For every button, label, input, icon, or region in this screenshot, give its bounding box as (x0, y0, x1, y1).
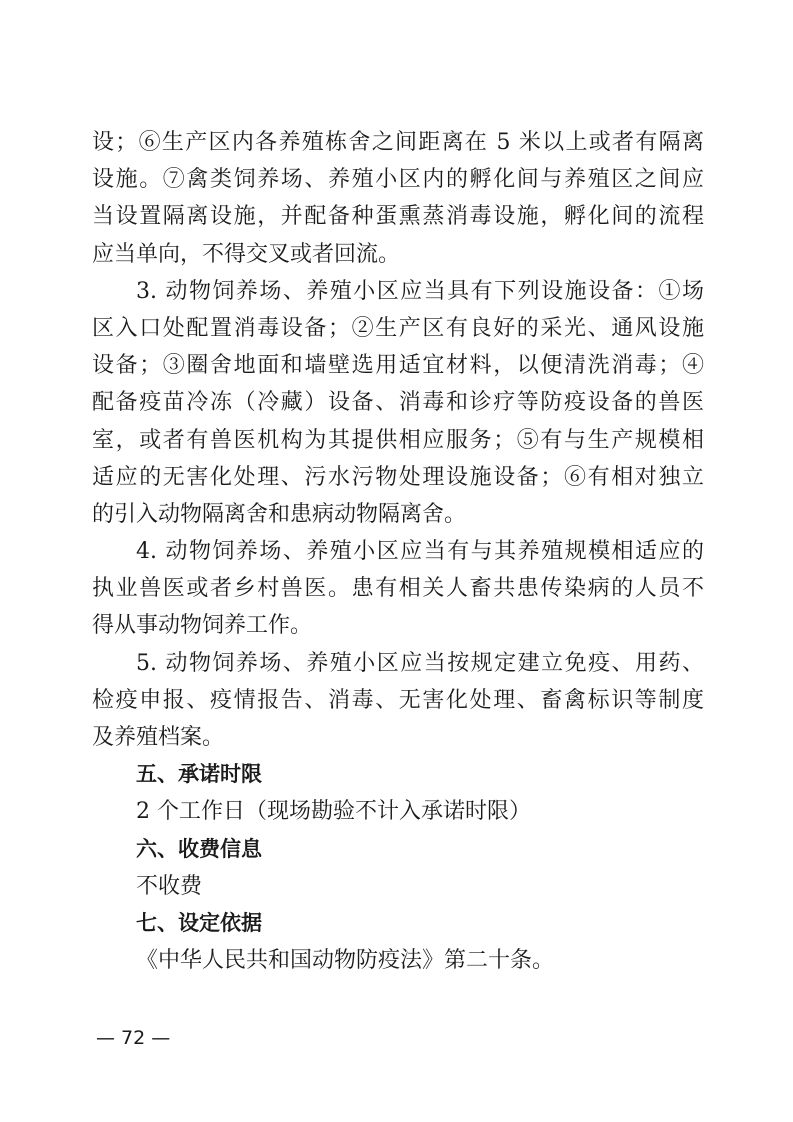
legal-basis-text: 《中华人民共和国动物防疫法》第二十条。 (136, 948, 555, 974)
text-line: 应当单向，不得交叉或者回流。 (92, 241, 401, 267)
text-line: 检疫申报、疫情报告、消毒、无害化处理、畜禽标识等制度 (92, 687, 704, 713)
page-number: — 72 — (96, 1027, 171, 1049)
text-line: 及养殖档案。 (92, 725, 225, 750)
text-line: 得从事动物饲养工作。 (92, 613, 313, 639)
text-line: 设备；③圈舍地面和墙壁选用适宜材料，以便清洗消毒；④ (92, 353, 704, 379)
text-line: 执业兽医或者乡村兽医。患有相关人畜共患传染病的人员不 (92, 576, 704, 602)
section-heading-fee-info: 六、收费信息 (136, 836, 262, 861)
item-5-line: 5. 动物饲养场、养殖小区应当按规定建立免疫、用药、 (136, 650, 704, 676)
text-line: 适应的无害化处理、污水污物处理设施设备；⑥有相对独立 (92, 464, 704, 490)
text-line: 室，或者有兽医机构为其提供相应服务；⑤有与生产规模相 (92, 427, 704, 453)
text-line: 配备疫苗冷冻（冷藏）设备、消毒和诊疗等防疫设备的兽医 (92, 390, 704, 416)
text-line: 区入口处配置消毒设备；②生产区有良好的采光、通风设施 (92, 315, 704, 341)
body-text (92, 124, 704, 979)
text-line: 当设置隔离设施，并配备种蛋熏蒸消毒设施，孵化间的流程 (92, 204, 704, 230)
text-line: 设；⑥生产区内各养殖栋舍之间距离在 5 米以上或者有隔离 (92, 130, 704, 155)
commitment-time-text: 2 个工作日（现场勘验不计入承诺时限） (136, 799, 531, 825)
section-heading-legal-basis: 七、设定依据 (136, 910, 262, 935)
item-3-line: 3. 动物饲养场、养殖小区应当具有下列设施设备：①场 (136, 278, 704, 304)
fee-info-text: 不收费 (136, 873, 203, 899)
item-4-line: 4. 动物饲养场、养殖小区应当有与其养殖规模相适应的 (136, 539, 704, 565)
text-line: 的引入动物隔离舍和患病动物隔离舍。 (92, 501, 467, 527)
text-line: 设施。⑦禽类饲养场、养殖小区内的孵化间与养殖区之间应 (92, 167, 704, 193)
section-heading-commitment-time: 五、承诺时限 (136, 762, 262, 787)
